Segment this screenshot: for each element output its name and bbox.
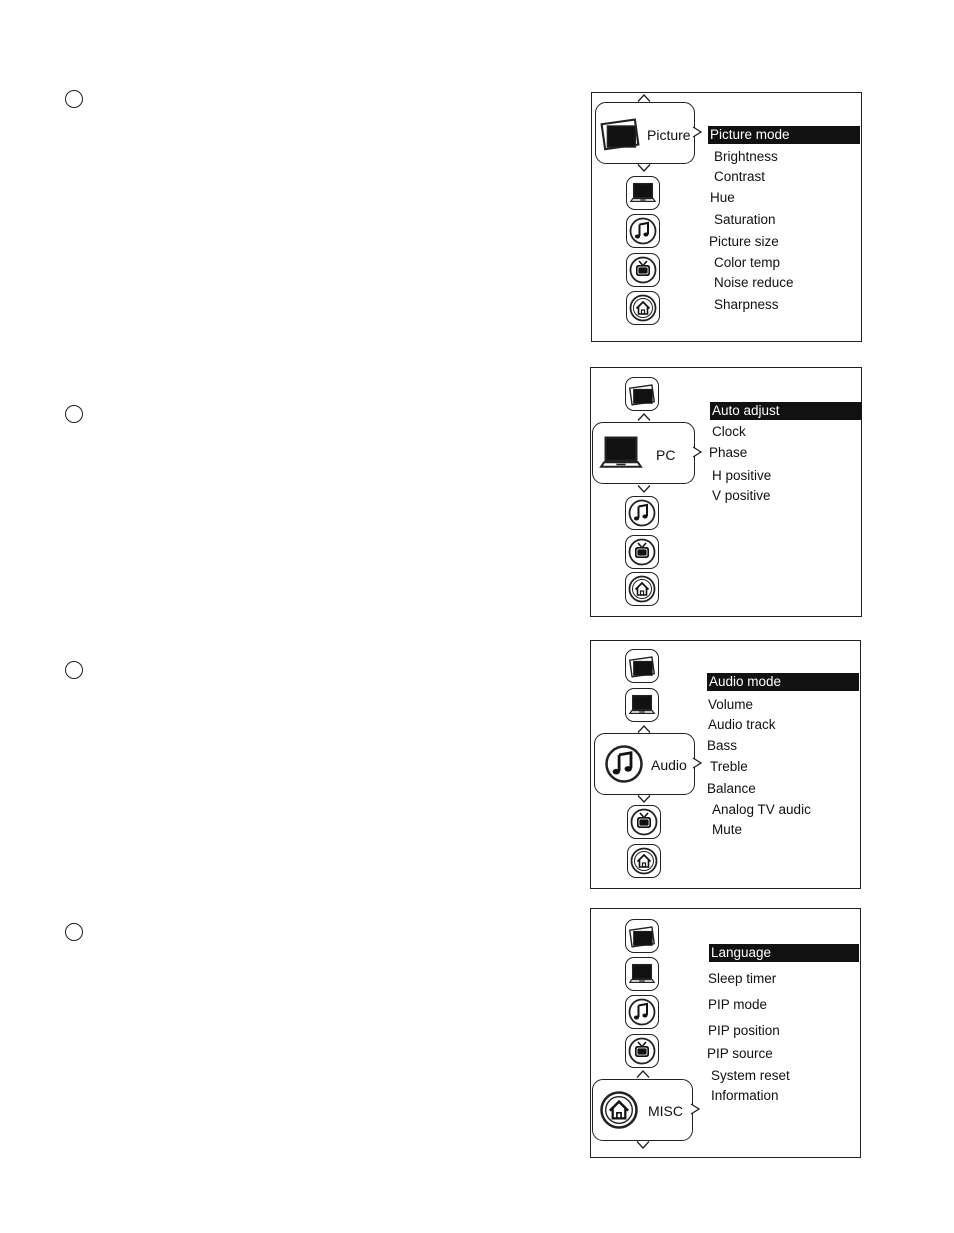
- category-picture-button[interactable]: [625, 377, 659, 411]
- selected-category-picture[interactable]: [595, 102, 695, 164]
- scroll-up-arrow[interactable]: [636, 1070, 650, 1078]
- category-audio-button[interactable]: [625, 995, 659, 1029]
- menu-item[interactable]: Treble: [710, 759, 748, 774]
- step-bullet-2: [65, 405, 83, 423]
- category-tv-button[interactable]: [625, 1034, 659, 1068]
- music-note-icon: [627, 997, 657, 1027]
- picture-icon: [628, 652, 656, 680]
- music-note-icon: [603, 743, 645, 785]
- step-bullet-4: [65, 923, 83, 941]
- scroll-up-arrow[interactable]: [637, 94, 651, 102]
- scroll-down-arrow[interactable]: [636, 1141, 650, 1149]
- category-picture-button[interactable]: [625, 919, 659, 953]
- category-pc-button[interactable]: [626, 176, 660, 210]
- tv-icon: [627, 1036, 657, 1066]
- category-pc-button[interactable]: [625, 688, 659, 722]
- menu-item[interactable]: PIP mode: [708, 997, 768, 1012]
- home-icon: [598, 1089, 640, 1131]
- menu-item[interactable]: System reset: [711, 1068, 790, 1083]
- pc-menu-panel: [590, 367, 862, 617]
- menu-item[interactable]: Sleep timer: [708, 971, 777, 986]
- pc-monitor-icon: [628, 960, 656, 988]
- pc-monitor-icon: [629, 179, 657, 207]
- menu-item[interactable]: Hue: [710, 190, 735, 205]
- pc-monitor-icon: [628, 691, 656, 719]
- audio-menu-panel: [590, 640, 861, 889]
- picture-icon: [628, 922, 656, 950]
- music-note-icon: [627, 498, 657, 528]
- menu-item[interactable]: Auto adjust: [710, 402, 862, 420]
- picture-menu-panel: [591, 92, 862, 342]
- selected-category-pc[interactable]: [592, 422, 695, 484]
- menu-item[interactable]: PIP position: [708, 1023, 780, 1038]
- menu-item[interactable]: Bass: [707, 738, 738, 753]
- picture-icon: [599, 112, 641, 154]
- category-misc-button[interactable]: [627, 844, 661, 878]
- misc-menu-panel: [590, 908, 861, 1158]
- scroll-up-arrow[interactable]: [637, 725, 651, 733]
- menu-item[interactable]: Saturation: [714, 212, 776, 227]
- pc-monitor-icon: [598, 430, 644, 476]
- category-pc-button[interactable]: [625, 957, 659, 991]
- menu-item[interactable]: Color temp: [714, 255, 781, 270]
- menu-item[interactable]: PIP source: [707, 1046, 773, 1061]
- menu-item[interactable]: H positive: [712, 468, 772, 483]
- scroll-up-arrow[interactable]: [637, 413, 651, 421]
- menu-item[interactable]: V positive: [712, 488, 771, 503]
- menu-item[interactable]: Contrast: [714, 169, 766, 184]
- category-label: MISC: [648, 1103, 683, 1119]
- scroll-down-arrow[interactable]: [637, 485, 651, 493]
- scroll-down-arrow[interactable]: [637, 795, 651, 803]
- menu-item[interactable]: Language: [709, 944, 859, 962]
- home-icon: [627, 574, 657, 604]
- category-tv-button[interactable]: [627, 805, 661, 839]
- menu-item[interactable]: Information: [711, 1088, 779, 1103]
- category-misc-button[interactable]: [625, 572, 659, 606]
- menu-item[interactable]: Analog TV audic: [712, 802, 811, 817]
- menu-item[interactable]: Audio mode: [707, 673, 859, 691]
- music-note-icon: [628, 216, 658, 246]
- menu-item[interactable]: Brightness: [714, 149, 778, 164]
- category-label: PC: [656, 447, 676, 463]
- selected-category-misc[interactable]: [592, 1079, 693, 1141]
- menu-item[interactable]: Volume: [708, 697, 754, 712]
- scroll-down-arrow[interactable]: [637, 164, 651, 172]
- home-icon: [628, 293, 658, 323]
- category-label: Picture: [647, 127, 691, 143]
- menu-item[interactable]: Mute: [712, 822, 743, 837]
- picture-icon: [628, 380, 656, 408]
- category-audio-button[interactable]: [626, 214, 660, 248]
- menu-item[interactable]: Balance: [707, 781, 756, 796]
- tv-icon: [627, 537, 657, 567]
- chevron-right-icon: [689, 1103, 701, 1115]
- menu-item[interactable]: Noise reduce: [714, 275, 794, 290]
- chevron-right-icon: [691, 126, 703, 138]
- category-tv-button[interactable]: [626, 253, 660, 287]
- menu-item[interactable]: Picture mode: [708, 126, 860, 144]
- step-bullet-3: [65, 661, 83, 679]
- chevron-right-icon: [691, 446, 703, 458]
- tv-icon: [628, 255, 658, 285]
- selected-category-audio[interactable]: [594, 733, 695, 795]
- menu-item[interactable]: Picture size: [709, 234, 779, 249]
- menu-item[interactable]: Clock: [712, 424, 746, 439]
- chevron-right-icon: [691, 757, 703, 769]
- menu-item[interactable]: Audio track: [708, 717, 776, 732]
- menu-item[interactable]: Phase: [709, 445, 748, 460]
- category-label: Audio: [651, 757, 687, 773]
- category-picture-button[interactable]: [625, 649, 659, 683]
- category-audio-button[interactable]: [625, 496, 659, 530]
- menu-item[interactable]: Sharpness: [714, 297, 779, 312]
- home-icon: [629, 846, 659, 876]
- category-tv-button[interactable]: [625, 535, 659, 569]
- tv-icon: [629, 807, 659, 837]
- category-misc-button[interactable]: [626, 291, 660, 325]
- step-bullet-1: [65, 90, 83, 108]
